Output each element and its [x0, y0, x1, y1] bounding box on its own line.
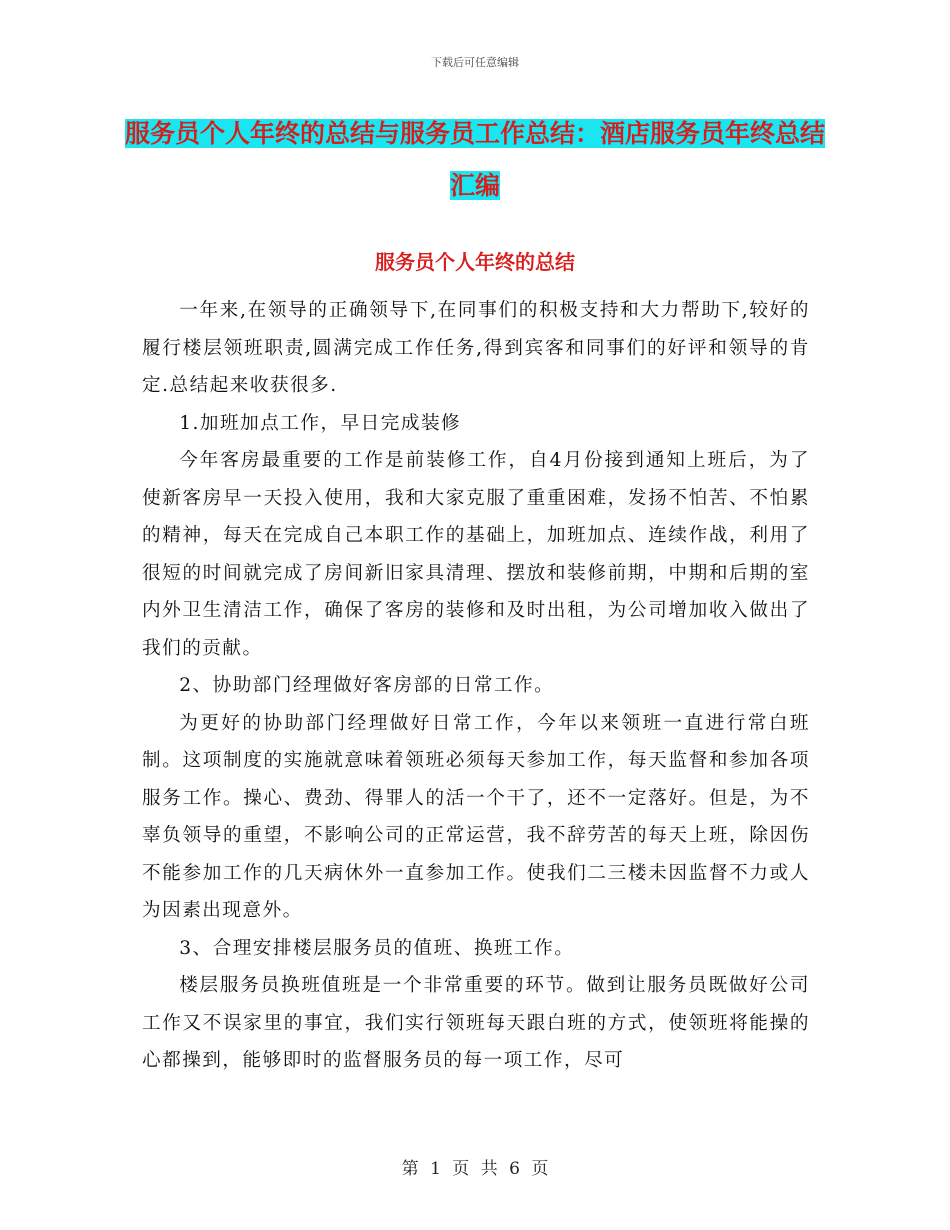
section-title: 服务员个人年终的总结	[375, 250, 575, 274]
document-body	[142, 292, 810, 1080]
paragraph-heading: 1.加班加点工作，早日完成装修	[179, 412, 462, 434]
paragraph: 楼层服务员换班值班是一个非常重要的环节。做到让服务员既做好公司工作又不误家里的事宜，我们实行领班每天跟白班的方式，使领班将能操的心都操到，能够即时的监督服务员的每一项工作，尽可	[142, 975, 810, 1071]
paragraph: 一年来,在领导的正确领导下,在同事们的积极支持和大力帮助下,较好的履行楼层领班职责,圆满完成工作任务,得到宾客和同事们的好评和领导的肯定.总结起来收获很多.	[142, 300, 810, 396]
paragraph: 为更好的协助部门经理做好日常工作，今年以来领班一直进行常白班制。这项制度的实施就意味着领班必须每天参加工作，每天监督和参加各项服务工作。操心、费劲、得罪人的活一个干了，还不一定落好。但是，为不辜负领导的重望，不影响公司的正常运营，我不辞劳苦的每天上班，除因伤不能参加工作的几天病休外一直参加工作。使我们二三楼未因监督不力或人为因素出现意外。	[142, 712, 810, 921]
header-note: 下载后可任意编辑	[431, 56, 519, 69]
document-title	[120, 108, 830, 212]
paragraph: 今年客房最重要的工作是前装修工作，自4月份接到通知上班后，为了使新客房早一天投入使用，我和大家克服了重重困难，发扬不怕苦、不怕累的精神，每天在完成自己本职工作的基础上，加班加点、连续作战，利用了很短的时间就完成了房间新旧家具清理、摆放和装修前期，中期和后期的室内外卫生清洁工作，确保了客房的装修和及时出租，为公司增加收入做出了我们的贡献。	[142, 450, 810, 659]
paragraph-heading: 2、协助部门经理做好客房部的日常工作。	[179, 675, 555, 696]
document-title-text: 服务员个人年终的总结与服务员工作总结：酒店服务员年终总结汇编	[124, 119, 825, 200]
paragraph-heading: 3、合理安排楼层服务员的值班、换班工作。	[179, 937, 575, 959]
page-footer: 第 1 页 共 6 页	[401, 1159, 549, 1179]
